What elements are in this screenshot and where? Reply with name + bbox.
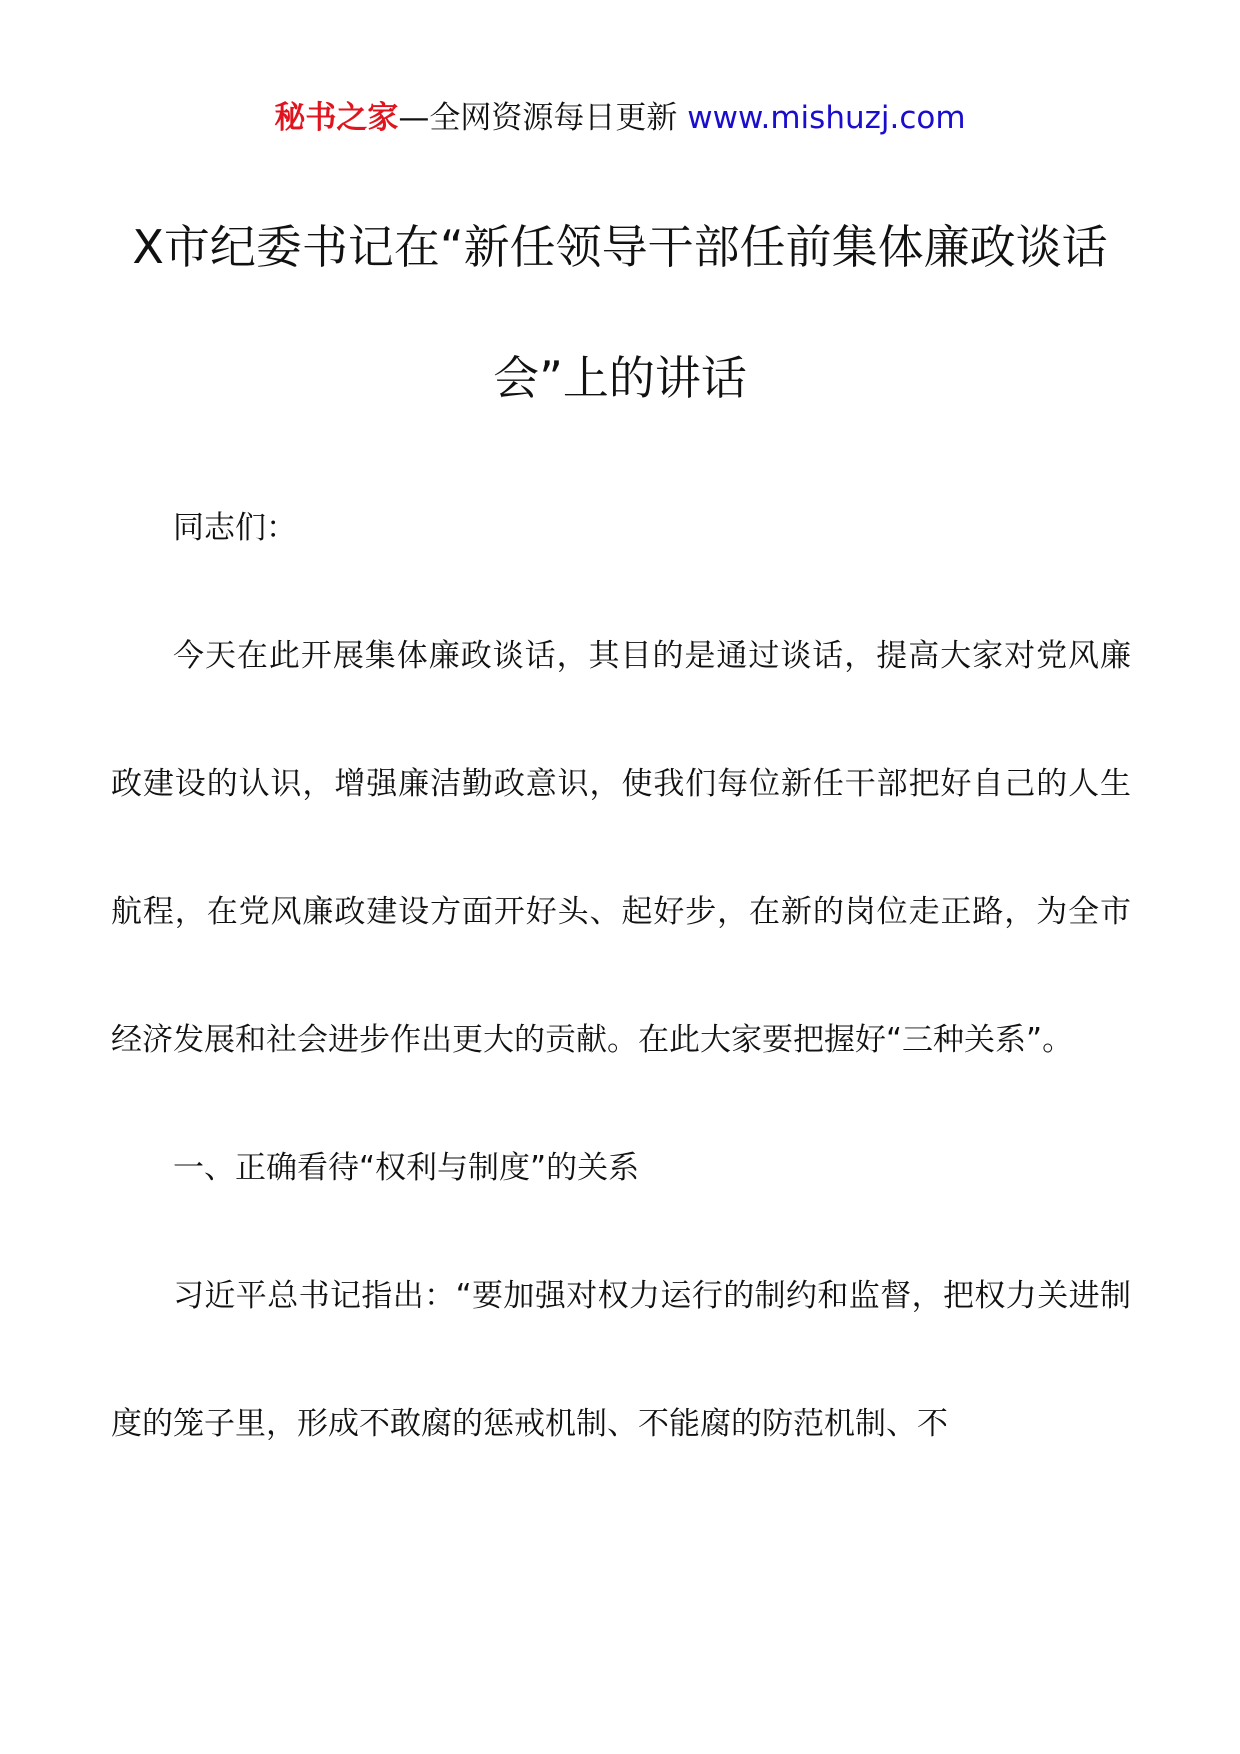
- title-line-1: X市纪委书记在“新任领导干部任前集体廉政谈话: [132, 220, 1108, 274]
- site-banner: [0, 98, 1240, 138]
- salutation: 同志们：: [173, 510, 297, 546]
- brand-name: 秘书之家: [274, 100, 399, 136]
- body-paragraph: 今天在此开展集体廉政谈话，其目的是通过谈话，提高大家对党风廉政建设的认识，增强廉洁勤政意识，使我们每位新任干部把好自己的人生航程，在党风廉政建设方面开好头、起好步，在新的岗位走正路，为全市经济发展和社会进步作出更大的贡献。在此大家要把握好“三种关系”。: [111, 638, 1131, 1058]
- section-heading: 一、正确看待“权利与制度”的关系: [173, 1150, 640, 1186]
- title-line-2: 会”上的讲话: [493, 351, 747, 405]
- document-title: [110, 182, 1130, 444]
- body-paragraph: 习近平总书记指出：“要加强对权力运行的制约和监督，把权力关进制度的笼子里，形成不敢腐的惩戒机制、不能腐的防范机制、不: [111, 1278, 1131, 1442]
- site-url-link[interactable]: www.mishuzj.com: [687, 100, 966, 136]
- document-body: [111, 464, 1131, 1488]
- banner-slogan: —全网资源每日更新: [398, 100, 678, 136]
